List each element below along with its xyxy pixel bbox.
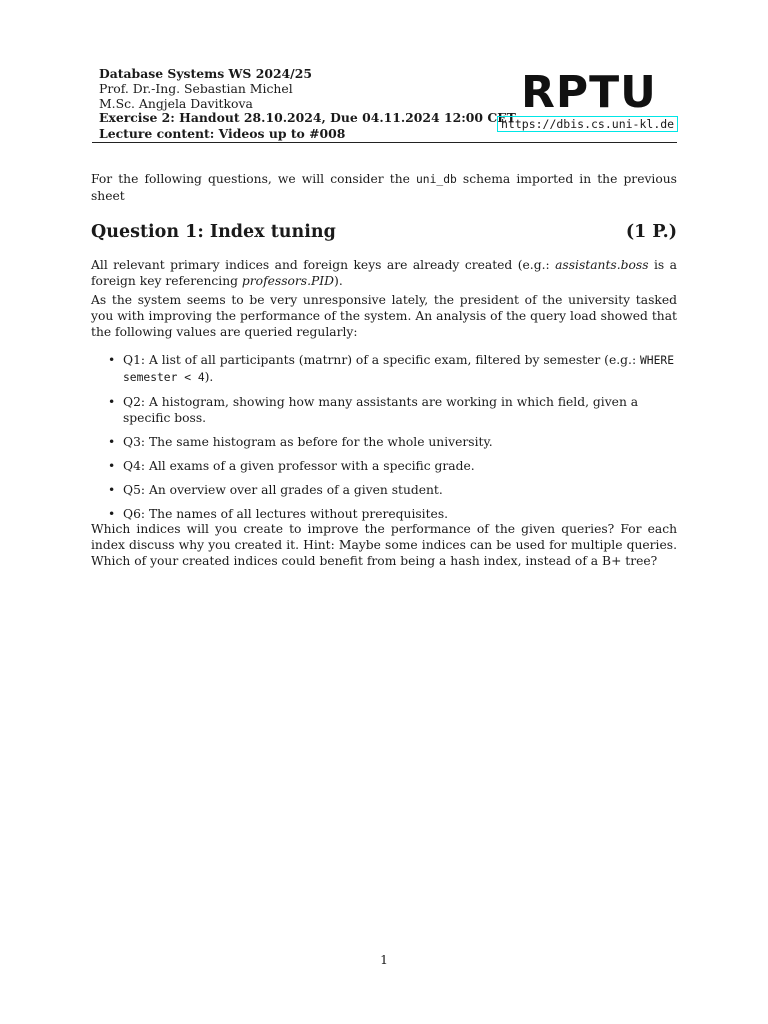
lecture-content: Lecture content: Videos up to #008 bbox=[99, 126, 346, 141]
assistant-name: M.Sc. Angjela Davitkova bbox=[99, 96, 253, 111]
rptu-logo: RPTU bbox=[521, 67, 657, 118]
p1-professors-pid: professors.PID bbox=[241, 274, 335, 288]
intro-text-after: schema imported in the previous sheet bbox=[91, 172, 677, 203]
list-item-q2: • Q2: A histogram, showing how many assistants are working in which field, given a specific boss. bbox=[108, 394, 678, 426]
paragraph-task-description: As the system seems to be very unresponsive lately, the president of the university tasked you with improving the performance of the system. An analysis of the query load showed that the following values are queried regularly: bbox=[91, 293, 677, 339]
question-title: Question 1: Index tuning bbox=[91, 222, 336, 242]
list-item-q5: • Q5: An overview over all grades of a given student. bbox=[108, 482, 678, 498]
paragraph-question-prompt: Which indices will you create to improve the performance of the given queries? For each index discuss why you created it. Hint: Maybe some indices can be used for multiple queries. Which of your created indices could benefit from being a hash index, instead of a B+ tree? bbox=[91, 522, 677, 568]
header-divider bbox=[92, 142, 677, 143]
question-points: (1 P.) bbox=[625, 222, 677, 242]
question-heading bbox=[91, 221, 677, 243]
query-list bbox=[108, 352, 678, 522]
q1-code: WHERE semester < 4 bbox=[123, 354, 675, 384]
intro-text-before: For the following questions, we will consider the bbox=[91, 172, 416, 186]
p1-assistants-boss: assistants.boss bbox=[555, 258, 649, 272]
exercise-info: Exercise 2: Handout 28.10.2024, Due 04.11.2024 12:00 CET bbox=[99, 110, 516, 125]
page-number: 1 bbox=[380, 953, 388, 967]
p1-text-c: is a foreign key referencing bbox=[91, 258, 677, 288]
list-item-q3: • Q3: The same histogram as before for the whole university. bbox=[108, 434, 678, 450]
dbis-link[interactable]: https://dbis.cs.uni-kl.de bbox=[497, 116, 678, 132]
list-item-q6: • Q6: The names of all lectures without prerequisites. bbox=[108, 506, 678, 522]
course-title: Database Systems WS 2024/25 bbox=[99, 66, 312, 81]
list-item-q1 bbox=[108, 352, 678, 386]
p1-text-a: All relevant primary indices and foreign keys are already created (e.g.: bbox=[91, 258, 556, 272]
list-item-q4: • Q4: All exams of a given professor with a specific grade. bbox=[108, 458, 678, 474]
intro-paragraph bbox=[91, 171, 677, 204]
schema-name: uni_db bbox=[415, 173, 457, 186]
q1-text: Q1: A list of all participants (matrnr) of a specific exam, filtered by semester (e.g.: bbox=[123, 353, 640, 367]
professor-name: Prof. Dr.-Ing. Sebastian Michel bbox=[99, 81, 293, 96]
q1-text-after: ). bbox=[204, 370, 214, 384]
paragraph-existing-indices bbox=[91, 257, 677, 289]
p1-text-e: ). bbox=[334, 274, 343, 288]
